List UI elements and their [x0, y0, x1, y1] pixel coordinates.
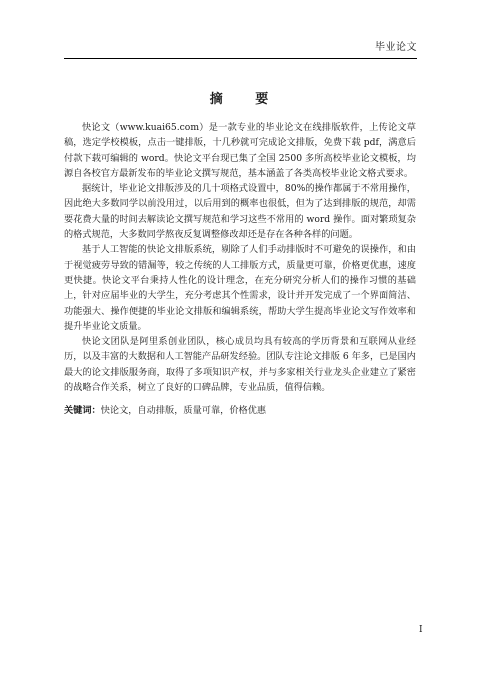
- abstract-paragraph: 快论文团队是阿里系创业团队，核心成员均具有较高的学历背景和互联网从业经历，以及丰富的大数据和人工智能产品研发经验。团队专注论文排版 6 年多，已是国内最大的论文排版服务商，取得了多项知识产权，并与多家相关行业龙头企业建立了紧密的战略合作关系，树立了良好的口碑品牌，专业品质，值得信赖。: [64, 336, 416, 394]
- abstract-paragraph: 快论文（www.kuai65.com）是一款专业的毕业论文在线排版软件，上传论文草稿，选定学校模板，点击一键排版，十几秒就可完成论文排版，免费下载 pdf，满意后付款下载可编辑的 word。快论文平台现已集了全国 2500 多所高校毕业论文模板，均源自各校官方最新发布的毕业论文撰写规范，基本涵盖了各类高校毕业论文格式要求。: [64, 122, 416, 179]
- running-header-title: 毕业论文: [375, 42, 417, 53]
- page-number: I: [419, 625, 423, 635]
- running-header: [64, 41, 417, 59]
- abstract-title: 摘 要: [209, 92, 283, 107]
- keywords-label: 关键词：: [64, 405, 101, 417]
- abstract-body: [64, 120, 416, 419]
- keywords-line: [64, 403, 416, 418]
- abstract-paragraph: 据统计，毕业论文排版涉及的几十项格式设置中，80%的操作都属于不常用操作，因此绝大多数同学以前没用过，以后用到的概率也很低，但为了达到排版的规范，却需要花费大量的时间去解读论文撰写规范和学习这些不常用的 word 操作。面对繁琐复杂的格式规范，大多数同学熬夜反复调整修改却还是存在各种各样的问题。: [64, 183, 416, 241]
- abstract-paragraph: 基于人工智能的快论文排版系统，剔除了人们手动排版时不可避免的误操作，和由于视觉疲劳导致的错漏等，较之传统的人工排版方式，质量更可靠，价格更优惠，速度更快捷。快论文平台秉持人性化的设计理念，在充分研究分析人们的操作习惯的基础上，针对应届毕业的大学生，充分考虑其个性需求，设计并开发完成了一个界面简洁、功能强大、操作便捷的毕业论文排版和编辑系统，帮助大学生提高毕业论文写作效率和提升毕业论文质量。: [64, 244, 416, 332]
- keywords-value: 快论文，自动排版，质量可靠，价格优惠: [100, 405, 267, 417]
